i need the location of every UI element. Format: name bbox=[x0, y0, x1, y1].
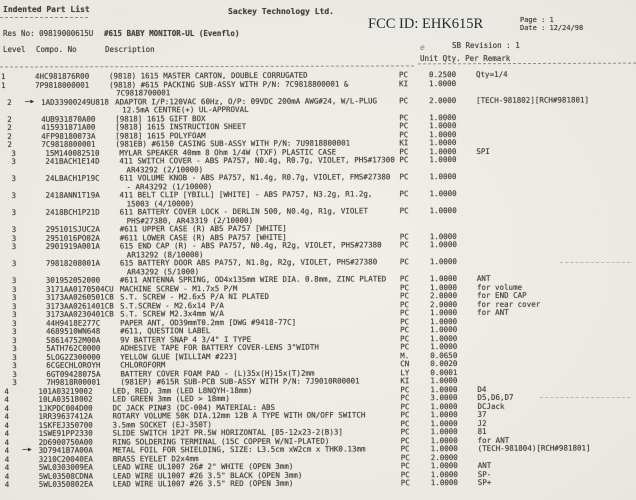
row-level: 3 bbox=[11, 301, 17, 311]
row-description: S.T.SCREW - M2.6x14 P/A bbox=[119, 300, 224, 310]
row-compo-no: 241BACH1E14D bbox=[45, 156, 100, 166]
row-unit: PC bbox=[399, 172, 409, 182]
row-remark bbox=[477, 376, 636, 377]
row-description: MYLAR SPEAKER 40mm 8 Ohm 1/4W (TXF) PLASTIC CASE bbox=[119, 147, 337, 157]
row-remark: ANT bbox=[477, 460, 492, 470]
row-description: YELLOW GLUE [WILLIAM #223] bbox=[120, 351, 238, 361]
row-level: 4 bbox=[4, 428, 10, 438]
row-compo-no: 44H9418E277C bbox=[46, 318, 101, 328]
row-compo-no: 5WL03508CDNA bbox=[38, 471, 93, 481]
row-description: AR43292 (2/10000) bbox=[126, 164, 204, 174]
row-compo-no: 301952052000 bbox=[45, 275, 101, 285]
row-level: 2 bbox=[7, 131, 12, 141]
row-compo-no: 3173AA0230401CB bbox=[46, 309, 114, 319]
row-level: 2 bbox=[7, 139, 12, 149]
row-qty-per: 1.0000 bbox=[429, 282, 458, 292]
row-compo-no: 24LBACH1P19C bbox=[45, 173, 100, 183]
row-qty-per: 1.0000 bbox=[429, 146, 457, 156]
row-level: 4 bbox=[4, 462, 10, 472]
row-level: 3 bbox=[11, 284, 17, 294]
row-compo-no: 4HC981876R00 bbox=[34, 71, 90, 81]
row-level: 3 bbox=[11, 233, 17, 243]
row-qty-per: 0.2500 bbox=[428, 70, 457, 80]
row-level: 3 bbox=[11, 275, 17, 285]
row-compo-no: 6CGECHLOROYH bbox=[46, 360, 101, 370]
row-remark bbox=[477, 249, 636, 250]
row-unit: PC bbox=[400, 478, 410, 488]
row-remark: [TECH-981802][RCH#981801] bbox=[476, 94, 590, 105]
sb-revision: SB Revision : 1 bbox=[452, 41, 520, 50]
row-qty-per: 1.0000 bbox=[430, 418, 458, 428]
row-level: 4 bbox=[4, 403, 9, 413]
row-unit: PC bbox=[399, 240, 409, 250]
row-level: 3 bbox=[12, 343, 17, 353]
row-level: 3 bbox=[12, 318, 17, 328]
row-level: 2 bbox=[7, 97, 12, 107]
row-unit: PC bbox=[399, 112, 409, 122]
row-qty-per: 1.0000 bbox=[429, 189, 457, 199]
row-description: 615 END CAP (R) - ABS PA757, N0.4g, R2g, VIOLET, PHS#27380 bbox=[119, 240, 382, 251]
row-description: RING SOLDERING TERMINAL (15C COPPER W/NI-PLATED) bbox=[112, 436, 330, 447]
res-no: Res No: 09819000615U bbox=[3, 29, 94, 38]
row-description: (981EB) #6150 CASING SUB-ASSY WITH P/N: 7U9818800001 bbox=[115, 138, 351, 149]
row-level: 4 bbox=[4, 411, 10, 421]
row-level: 3 bbox=[12, 369, 17, 379]
row-unit: PC bbox=[400, 384, 410, 394]
row-compo-no: 4UB931870A00 bbox=[41, 114, 96, 124]
row-unit: PC bbox=[399, 189, 409, 199]
row-unit: PC bbox=[399, 129, 409, 139]
row-qty-per: 1.0000 bbox=[430, 478, 458, 488]
row-qty-per: 1.0000 bbox=[430, 316, 458, 326]
row-qty-per: 1.0000 bbox=[430, 435, 458, 445]
row-description: - AR43292 (1/10000) bbox=[126, 181, 213, 191]
row-remark bbox=[476, 130, 636, 131]
row-unit: PC bbox=[400, 461, 410, 471]
row-description: [9818] 1615 POLYFOAM bbox=[115, 130, 206, 140]
row-remark: 81 bbox=[477, 426, 487, 436]
row-compo-no: 2D6900750A00 bbox=[38, 437, 93, 447]
row-level: 3 bbox=[11, 207, 17, 217]
row-level: 3 bbox=[12, 360, 17, 370]
row-qty-per: 0.0650 bbox=[430, 350, 458, 360]
part-list-table bbox=[0, 70, 636, 489]
row-level: 1 bbox=[1, 80, 6, 90]
row-level: 3 bbox=[11, 292, 17, 302]
row-description: AR43292 (5/1000) bbox=[126, 266, 200, 276]
row-level: 3 bbox=[11, 241, 17, 251]
row-description: BRASS EYELET D2x4mm bbox=[112, 453, 199, 464]
row-unit: PC bbox=[399, 231, 409, 241]
row-description: #611 LOWER CASE (R) ABS PA757 [WHITE] bbox=[119, 232, 287, 242]
row-qty-per: 1.0000 bbox=[430, 469, 458, 479]
row-qty-per: 1.0000 bbox=[430, 410, 458, 420]
row-unit: PC bbox=[400, 308, 410, 318]
row-compo-no: 5ATH762C0000 bbox=[46, 343, 101, 353]
row-qty-per: 1.0000 bbox=[429, 274, 458, 284]
row-description: (9818) 1615 MASTER CARTON, DOUBLE CORRUGATED bbox=[108, 70, 308, 81]
row-level: 1 bbox=[0, 71, 6, 81]
row-qty-per: 2.0000 bbox=[429, 95, 457, 105]
row-compo-no: 295101SJUC2A bbox=[45, 224, 100, 234]
row-qty-per: 1.0000 bbox=[429, 78, 457, 88]
row-description: #611 UPPER CASE (R) ABS PA757 [WHITE] bbox=[119, 223, 287, 234]
row-unit: PC bbox=[399, 282, 409, 292]
row-qty-per: 1.0000 bbox=[430, 444, 458, 454]
row-level: 3 bbox=[12, 377, 17, 387]
row-unit: PC bbox=[400, 435, 410, 445]
row-unit: PC bbox=[400, 452, 410, 462]
page-date-block bbox=[520, 17, 583, 32]
row-unit: PC bbox=[399, 121, 409, 131]
row-description: 3.5mm SOCKET (EJ-350T) bbox=[112, 419, 212, 430]
row-compo-no: 6GT09428075A bbox=[46, 369, 101, 379]
row-description: #611 ANTENNA SPRING, OD4x135mm WIRE DIA. 0.8mm, ZINC PLATED bbox=[119, 274, 387, 285]
row-compo-no: 3D7941B7A00A —▸ bbox=[22, 444, 93, 455]
row-description: S.T. SCREW - M2.6x5 P/A NI PLATED bbox=[119, 291, 270, 302]
row-remark: Qty=1/4 bbox=[475, 69, 508, 79]
row-description: MACHINE SCREW - M1.7x5 P/M bbox=[119, 283, 238, 293]
row-description: LEAD WIRE UL1007 26# 2" WHITE (OPEN 3mm) bbox=[112, 461, 294, 472]
row-compo-no: 4689510WN648 bbox=[46, 326, 101, 336]
row-unit: PC bbox=[400, 469, 410, 479]
row-compo-no: 2418ANN1T19A bbox=[45, 190, 100, 200]
doc-title: Indented Part List bbox=[3, 5, 90, 14]
row-unit: PC bbox=[398, 70, 409, 80]
row-description: PHS#27380, AR43319 (2/10000) bbox=[126, 215, 254, 225]
row-remark: for volume bbox=[476, 282, 523, 292]
row-unit: LY bbox=[400, 367, 410, 377]
row-unit: PC bbox=[400, 316, 410, 326]
row-level: 4 bbox=[4, 394, 9, 404]
row-level: 3 bbox=[12, 326, 17, 336]
row-description: 411 BELT CLIP [YBILL] [WHITE] - ABS PA757, N3.2g, R1.2g, bbox=[119, 189, 373, 200]
row-level: 3 bbox=[11, 173, 16, 183]
row-unit: KI bbox=[399, 138, 409, 148]
row-remark bbox=[476, 172, 636, 173]
row-qty-per: 1.0000 bbox=[429, 155, 457, 165]
row-level: 3 bbox=[11, 156, 16, 166]
row-compo-no: 15M140082510 bbox=[45, 148, 100, 158]
row-qty-per: 2.0000 bbox=[429, 291, 458, 301]
row-description: ADAPTOR I/P:120VAC 60Hz, O/P: 09VDC 200mA AWG#24, W/L-PLUG bbox=[115, 95, 378, 106]
row-qty-per: 1.0000 bbox=[430, 308, 458, 318]
row-remark bbox=[477, 232, 636, 233]
row-compo-no: 5LOG2Z300000 bbox=[46, 352, 101, 362]
row-description: SLIDE SWITCH 1P2T PR.5W HORIZONTAL [85-12x23-2(B)3] bbox=[112, 427, 343, 438]
row-qty-per: 2.0000 bbox=[430, 452, 458, 462]
row-unit: KI bbox=[399, 78, 409, 88]
row-level: 2 bbox=[7, 122, 12, 132]
row-remark bbox=[476, 181, 636, 182]
row-remark: D4 bbox=[477, 384, 487, 394]
row-qty-per: 1.0000 bbox=[430, 333, 458, 343]
row-remark bbox=[476, 87, 636, 88]
row-level: 4 bbox=[4, 420, 10, 430]
row-remark bbox=[477, 342, 636, 343]
row-remark: (TECH-981804)[RCH#981801] bbox=[477, 443, 591, 453]
row-level: 3 bbox=[12, 352, 17, 362]
row-compo-no: 7H9818R00001 bbox=[46, 377, 101, 387]
row-unit: PC bbox=[399, 206, 409, 216]
row-remark: for END CAP bbox=[476, 290, 527, 300]
row-remark: for ANT bbox=[477, 307, 509, 317]
row-remark bbox=[477, 189, 636, 190]
row-description: CHLOROFORM bbox=[120, 360, 166, 370]
row-qty-per: 1.0000 bbox=[429, 121, 457, 131]
row-qty-per: 1.0000 bbox=[429, 172, 457, 182]
row-description: LED, RED, 3mm (LED L8NQYH-18mm) bbox=[112, 385, 253, 396]
row-compo-no: 3173AA0261401CB bbox=[45, 301, 114, 311]
row-qty-per: 1.0000 bbox=[430, 384, 458, 394]
row-qty-per: 1.0000 bbox=[429, 138, 457, 148]
row-unit: PC bbox=[399, 146, 409, 156]
row-description: METAL FOIL FOR SHIELDING, SIZE: L3.5cm xW2cm x THK0.13mm bbox=[112, 444, 366, 455]
row-description: 12.5mA CENTRE(+) UL-APPROVAL bbox=[122, 104, 249, 115]
handwritten-arrow-icon: —▸ bbox=[25, 96, 34, 107]
row-level: 3 bbox=[11, 148, 16, 158]
row-remark bbox=[477, 223, 636, 224]
row-description: #611, QUESTION LABEL bbox=[120, 326, 211, 336]
divider bbox=[418, 63, 636, 65]
row-qty-per: 1.0000 bbox=[429, 240, 457, 250]
row-unit: PC bbox=[400, 401, 410, 411]
row-unit: PC bbox=[399, 155, 409, 165]
row-remark bbox=[477, 215, 636, 216]
row-qty-per: 1.0000 bbox=[430, 427, 458, 437]
row-unit: PC bbox=[399, 299, 410, 309]
row-remark: for rear cover bbox=[476, 299, 541, 309]
row-remark: D5,D6,D7 bbox=[477, 392, 514, 402]
row-description: 611 VOLUME KNOB - ABS PA757, N1.4g, R0.7g, VIOLET, FMS#27380 bbox=[119, 172, 391, 183]
row-level: 4 bbox=[4, 437, 10, 447]
row-level: 4 bbox=[4, 471, 10, 481]
row-qty-per: 0.0001 bbox=[430, 367, 458, 377]
col-compo: Compo. No bbox=[36, 45, 77, 54]
row-compo-no: 7P9818000001 bbox=[35, 80, 90, 90]
row-compo-no: 7C9818800001 bbox=[41, 139, 96, 149]
col-level: Level bbox=[3, 45, 26, 54]
row-remark bbox=[477, 351, 636, 352]
row-remark: SP+ bbox=[477, 477, 492, 487]
row-unit: PC bbox=[400, 342, 410, 352]
row-remark bbox=[476, 121, 636, 122]
row-description: 611 BATTERY COVER LOCK - DERLIN 500, N0.4g, R1g, VIOLET bbox=[119, 206, 368, 217]
row-compo-no: 58614752M00A bbox=[46, 335, 101, 345]
row-remark: DCJack bbox=[477, 401, 505, 411]
row-level: 4 bbox=[4, 386, 9, 396]
row-remark: ANT bbox=[476, 273, 491, 283]
row-level: 4 bbox=[4, 445, 10, 455]
row-remark bbox=[477, 325, 636, 326]
row-unit: PC bbox=[399, 95, 409, 105]
row-remark: J2 bbox=[477, 418, 487, 428]
row-compo-no: 3210C20040EA bbox=[38, 454, 93, 464]
row-description: 9V BATTERY SNAP 4 3/4" I TYPE bbox=[120, 334, 252, 344]
row-unit: PC bbox=[400, 333, 410, 343]
row-level: 3 bbox=[11, 190, 17, 200]
row-description: 7C9818700001 bbox=[116, 88, 171, 98]
row-unit: PC bbox=[399, 291, 410, 301]
row-compo-no: 101A03219002 bbox=[38, 386, 93, 396]
handwritten-arrow-icon: —▸ bbox=[22, 444, 32, 455]
row-qty-per: 1.0000 bbox=[430, 376, 458, 386]
row-remark bbox=[477, 198, 636, 199]
row-compo-no: 2418BCH1P21D bbox=[45, 207, 100, 217]
row-remark bbox=[477, 206, 636, 207]
row-level: 3 bbox=[11, 224, 17, 234]
row-remark bbox=[477, 240, 636, 241]
row-unit: PC bbox=[400, 418, 410, 428]
row-description: AR13292 (8/10000) bbox=[126, 249, 204, 259]
row-qty-per: 1.0000 bbox=[430, 461, 458, 471]
row-description: [9818] 1615 GIFT BOX bbox=[115, 113, 206, 123]
row-level: 4 bbox=[4, 454, 10, 464]
row-compo-no: 2951016PO02A bbox=[45, 233, 100, 243]
row-level: 4 bbox=[4, 479, 10, 489]
row-compo-no: 1SWE91PP2330 bbox=[38, 428, 93, 438]
handwritten-mark: e bbox=[420, 43, 425, 52]
row-description: (9818) #615 PACKING SUB-ASSY WITH P/N: 7C9818800001 & bbox=[109, 78, 349, 90]
row-compo-no: 3173AA0260501CB bbox=[45, 292, 114, 302]
row-qty-per: 1.0000 bbox=[430, 342, 458, 352]
col-description: Description bbox=[105, 45, 155, 54]
row-remark: 37 bbox=[477, 409, 487, 419]
product-title: #615 BABY MONITOR-UL (Evenflo) bbox=[104, 29, 240, 38]
row-compo-no: 3171AA0170504CU bbox=[45, 284, 114, 294]
row-remark bbox=[477, 359, 636, 360]
row-level: 3 bbox=[12, 335, 17, 345]
row-compo-no: 2901919A001A bbox=[45, 241, 100, 251]
row-qty-per: 1.0000 bbox=[429, 129, 457, 139]
row-qty-per: 1.0000 bbox=[429, 257, 457, 267]
row-description: 15003 (4/10000) bbox=[126, 198, 195, 208]
row-remark: SPI bbox=[476, 146, 490, 156]
row-compo-no: 10LA03518002 bbox=[38, 394, 93, 404]
row-compo-no: 1AD33900249U818 —▸ bbox=[25, 96, 109, 107]
row-description: BATTERY COVER FOAM PAD - (L)35x(H)15x(T)2mm bbox=[120, 368, 315, 378]
row-remark: for ANT bbox=[477, 435, 510, 445]
row-description: 615 BATTERY DOOR ABS PA757, N1.8g, R2g, VIOLET, PHS#27380 bbox=[119, 257, 378, 268]
row-unit: PC bbox=[400, 393, 410, 403]
row-level: 3 bbox=[12, 309, 17, 319]
row-compo-no: 415931871A00 bbox=[41, 122, 96, 132]
row-description: ADHESIVE TAPE FOR BATTERY COVER-LENS 3"WIDTH bbox=[120, 342, 319, 353]
row-unit: PC bbox=[400, 427, 410, 437]
row-qty-per: 3.0000 bbox=[430, 393, 458, 403]
row-compo-no: 1SKFEJ350700 bbox=[38, 420, 93, 430]
row-description: S.T. SCREW M2.3x4mm W/A bbox=[120, 309, 224, 319]
fcc-id: FCC ID: EHK615R bbox=[368, 16, 484, 32]
row-description: LEAD WIRE UL1007 #26 3.5" RED (OPEN 3mm) bbox=[112, 478, 294, 489]
row-compo-no: 5WL0350802EA bbox=[38, 479, 94, 489]
row-remark: SP- bbox=[477, 469, 492, 479]
row-qty-per: 0.0020 bbox=[430, 359, 458, 369]
table-row bbox=[2, 478, 636, 489]
row-remark bbox=[476, 164, 636, 165]
row-description: PAPER ANT, OD39mmT0.2mm [DWG #9418-77C] bbox=[120, 317, 297, 327]
row-unit: M. bbox=[400, 350, 410, 360]
row-compo-no: 4FP98180073A bbox=[41, 131, 96, 141]
row-remark bbox=[477, 266, 636, 267]
row-compo-no: 1RR39637412A bbox=[38, 411, 93, 421]
row-qty-per: 1.0000 bbox=[430, 325, 458, 335]
row-unit: PC bbox=[400, 444, 410, 454]
row-qty-per: 1.0000 bbox=[429, 231, 457, 241]
date-value: Date : 12/24/98 bbox=[520, 23, 584, 32]
row-unit: PC bbox=[400, 325, 410, 335]
row-description: [9818] 1615 INSTRUCTION SHEET bbox=[115, 121, 247, 132]
column-headers-right: Unit Qty. Per Remark bbox=[420, 54, 511, 63]
row-remark bbox=[477, 368, 636, 369]
row-remark bbox=[476, 113, 636, 114]
row-remark bbox=[477, 257, 636, 258]
row-compo-no: 1JKPDC004D00 bbox=[38, 403, 93, 413]
row-qty-per: 1.0000 bbox=[429, 112, 457, 122]
row-unit: CN bbox=[400, 359, 410, 369]
row-unit: PC bbox=[399, 257, 409, 267]
row-remark bbox=[477, 334, 636, 335]
row-compo-no: 5WL0303009EA bbox=[38, 462, 93, 472]
row-description: LED GREEN 3mm (LED > 18mm) bbox=[112, 394, 230, 404]
divider bbox=[0, 17, 88, 18]
row-description: LEAD WIRE UL1007 #26 3.5" BLACK (OPEN 3mm) bbox=[112, 470, 303, 481]
row-description: 411 SWITCH COVER - ABS PA757, N0.4g, R0.7g, VIOLET, PHS#17300 bbox=[119, 155, 395, 166]
row-description: DC JACK PIN#3 (DC-004) MATERIAL: ABS bbox=[112, 402, 276, 413]
row-qty-per: 2.0000 bbox=[429, 299, 458, 309]
row-compo-no: 79818208001A bbox=[45, 258, 101, 268]
page-number: Page : 1 bbox=[520, 16, 554, 24]
row-qty-per: 1.0000 bbox=[430, 401, 458, 411]
divider bbox=[0, 65, 414, 67]
row-remark bbox=[476, 138, 636, 139]
row-unit: PC bbox=[399, 274, 409, 284]
row-unit: PC bbox=[400, 410, 410, 420]
row-description: (981EP) #615R SUB-PCB SUB-ASSY WITH P/N: 7J9010R00001 bbox=[120, 376, 360, 387]
row-level: 2 bbox=[7, 114, 12, 124]
company-name: Sackey Technology Ltd. bbox=[228, 7, 334, 16]
row-unit: KI bbox=[400, 376, 410, 386]
row-description: ROTARY VOLUME 50K DIA.12mm 12B A TYPE WITH ON/OFF SWITCH bbox=[112, 410, 366, 421]
row-qty-per: 1.0000 bbox=[429, 206, 457, 216]
row-level: 3 bbox=[11, 258, 17, 268]
